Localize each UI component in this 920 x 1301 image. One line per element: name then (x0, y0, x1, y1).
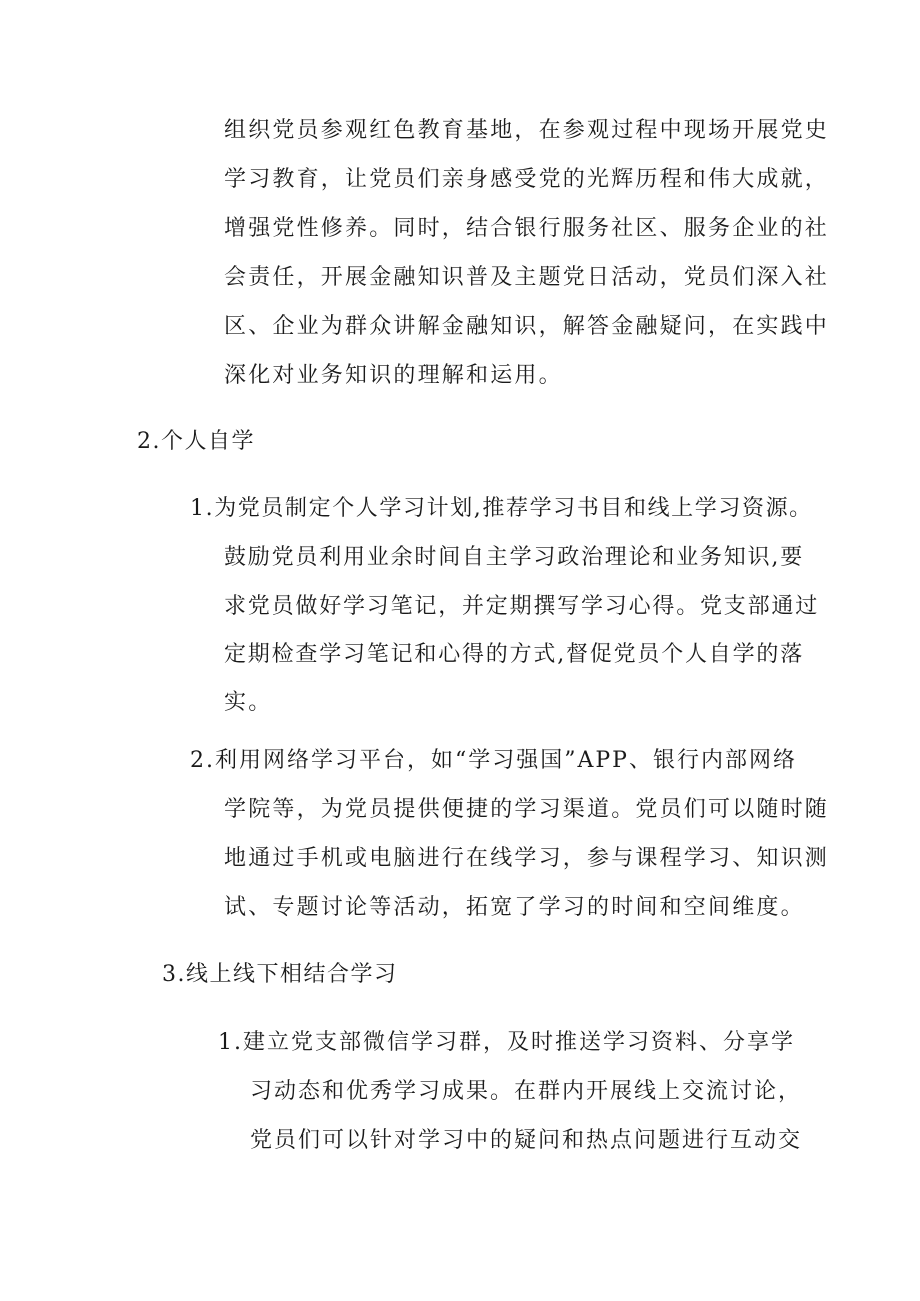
section-heading-2: 2.个人自学 (137, 429, 255, 454)
paragraph-line: 鼓励党员利用业余时间自主学习政治理论和业务知识,要 (224, 545, 804, 570)
paragraph-line: 习动态和优秀学习成果。在群内开展线上交流讨论， (250, 1079, 803, 1104)
paragraph-line: 组织党员参观红色教育基地，在参观过程中现场开展党史 (224, 118, 830, 143)
paragraph-line: 实。 (224, 690, 273, 715)
paragraph-line: 会责任，开展金融知识普及主题党日活动，党员们深入社 (224, 265, 830, 290)
paragraph-line: 1.为党员制定个人学习计划,推荐学习书目和线上学习资源。 (190, 496, 813, 521)
paragraph-line: 求党员做好学习笔记，并定期撰写学习心得。党支部通过 (224, 594, 820, 619)
paragraph-line: 学院等，为党员提供便捷的学习渠道。党员们可以随时随 (224, 797, 830, 822)
paragraph-line: 深化对业务知识的理解和运用。 (224, 363, 563, 388)
paragraph-line: 党员们可以针对学习中的疑问和热点问题进行互动交 (250, 1128, 803, 1153)
paragraph-line: 2.利用网络学习平台，如“学习强国”APP、银行内部网络 (190, 748, 797, 773)
section-heading-3: 3.线上线下相结合学习 (162, 962, 398, 987)
paragraph-line: 增强党性修养。同时，结合银行服务社区、服务企业的社 (224, 216, 830, 241)
paragraph-line: 区、企业为群众讲解金融知识，解答金融疑问，在实践中 (224, 314, 830, 339)
paragraph-line: 1.建立党支部微信学习群，及时推送学习资料、分享学 (218, 1030, 795, 1055)
paragraph-line: 定期检查学习笔记和心得的方式,督促党员个人自学的落 (224, 642, 804, 667)
paragraph-line: 地通过手机或电脑进行在线学习，参与课程学习、知识测 (224, 846, 830, 871)
paragraph-line: 学习教育，让党员们亲身感受党的光辉历程和伟大成就， (224, 167, 830, 192)
paragraph-line: 试、专题讨论等活动，拓宽了学习的时间和空间维度。 (224, 895, 805, 920)
